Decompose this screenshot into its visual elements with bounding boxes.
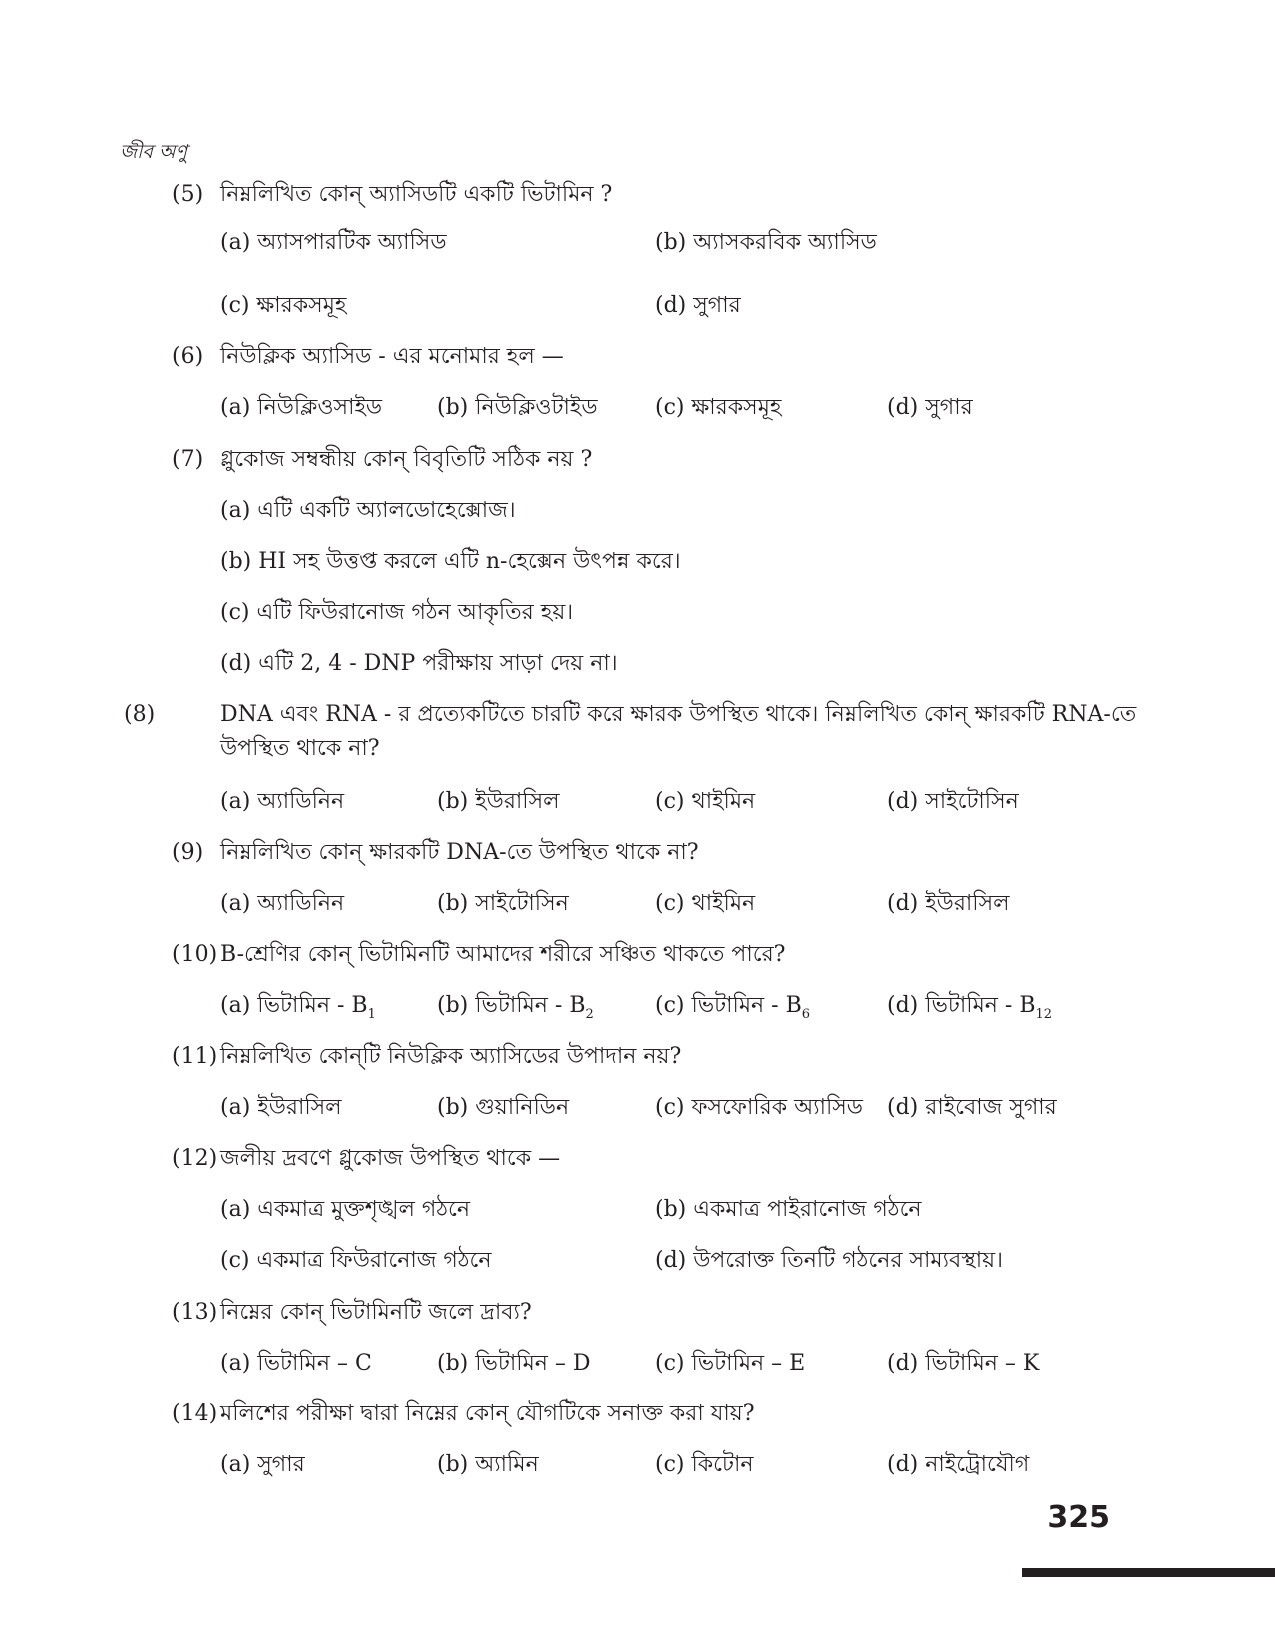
question-text: DNA এবং RNA - র প্রত্যেকটিতে চারটি করে ক্ষারক উপস্থিত থাকে। নিম্নলিখিত কোন্ ক্ষারকটি RNA-তে উপস্থিত থাকে না? — [220, 702, 1137, 761]
option-text: (c) ভিটামিন - B — [655, 993, 802, 1018]
option-a — [220, 991, 376, 1030]
subscript: 12 — [1035, 1007, 1053, 1022]
option-b: (b) অ্যামিন — [437, 1452, 539, 1477]
question-12 — [172, 1142, 1132, 1176]
footer-rule — [1022, 1568, 1275, 1577]
option-d: (d) নাইট্রোযৌগ — [887, 1452, 1030, 1477]
option-c: (c) ভিটামিন – E — [655, 1351, 806, 1376]
running-head: জীব অণু — [120, 141, 187, 163]
option-c: (c) ফসফোরিক অ্যাসিড — [655, 1095, 864, 1120]
question-text: নিম্নলিখিত কোন্ ক্ষারকটি DNA-তে উপস্থিত থাকে না? — [220, 840, 699, 865]
option-d: (d) সুগার — [887, 395, 973, 420]
option-b: (b) সাইটোসিন — [437, 891, 569, 916]
question-number: (13) — [172, 1300, 218, 1325]
option-a: (a) নিউক্লিওসাইড — [220, 395, 383, 420]
option-c: (c) ক্ষারকসমূহ — [655, 395, 782, 420]
option-d: (d) রাইবোজ সুগার — [887, 1095, 1057, 1120]
question-9 — [172, 836, 1132, 870]
question-text: গ্লুকোজ সম্বন্ধীয় কোন্ বিবৃতিটি সঠিক নয় ? — [220, 447, 593, 472]
option-text: (d) ভিটামিন - B — [887, 993, 1036, 1018]
question-6 — [172, 340, 1132, 374]
option-a: (a) অ্যাডিনিন — [220, 891, 345, 916]
question-text: নিম্নলিখিত কোন্‌টি নিউক্লিক অ্যাসিডের উপাদান নয়? — [220, 1044, 682, 1069]
question-text: নিউক্লিক অ্যাসিড - এর মনোমার হল — — [220, 344, 564, 369]
option-b: (b) একমাত্র পাইরানোজ গঠনে — [655, 1197, 922, 1222]
question-number: (11) — [172, 1044, 218, 1069]
option-d: (d) ভিটামিন – K — [887, 1351, 1040, 1376]
option-b — [437, 991, 594, 1030]
question-14 — [172, 1397, 1132, 1431]
option-a: (a) একমাত্র মুক্তশৃঙ্খল গঠনে — [220, 1197, 471, 1222]
option-a: (a) ইউরাসিল — [220, 1095, 342, 1120]
question-7 — [172, 443, 1132, 477]
option-c: (c) কিটোন — [655, 1452, 754, 1477]
question-text: নিম্নের কোন্ ভিটামিনটি জলে দ্রাব্য? — [220, 1300, 532, 1325]
page-number: 325 — [1047, 1500, 1110, 1535]
option-b: (b) ভিটামিন – D — [437, 1351, 591, 1376]
question-text: মলিশের পরীক্ষা দ্বারা নিম্নের কোন্ যৌগটিকে সনাক্ত করা যায়? — [220, 1401, 755, 1426]
subscript: 6 — [801, 1007, 811, 1022]
option-d: (d) সুগার — [655, 293, 741, 318]
question-number: (5) — [172, 182, 204, 207]
option-c: (c) ক্ষারকসমূহ — [220, 293, 347, 318]
option-d: (d) ইউরাসিল — [887, 891, 1010, 916]
question-8 — [124, 698, 1180, 766]
question-10 — [172, 938, 1132, 972]
option-a: (a) অ্যাডিনিন — [220, 789, 345, 814]
option-c: (c) এটি ফিউরানোজ গঠন আকৃতির হয়। — [220, 600, 574, 625]
option-b: (b) গুয়ানিডিন — [437, 1095, 570, 1120]
option-a: (a) এটি একটি অ্যালডোহেক্সোজ। — [220, 498, 516, 523]
option-a: (a) অ্যাসপারটিক অ্যাসিড — [220, 230, 447, 255]
subscript: 1 — [367, 1007, 376, 1022]
option-c — [655, 991, 810, 1030]
option-d — [887, 991, 1052, 1030]
option-b: (b) অ্যাসকরবিক অ্যাসিড — [655, 230, 877, 255]
option-c: (c) থাইমিন — [655, 789, 756, 814]
question-text: B-শ্রেণির কোন্ ভিটামিনটি আমাদের শরীরে সঞ্চিত থাকতে পারে? — [220, 942, 786, 967]
question-number: (14) — [172, 1401, 218, 1426]
question-text: নিম্নলিখিত কোন্ অ্যাসিডটি একটি ভিটামিন ? — [220, 182, 613, 207]
question-5 — [172, 178, 1132, 212]
option-text: (a) ভিটামিন - B — [220, 993, 368, 1018]
question-number: (10) — [172, 942, 218, 967]
question-text: জলীয় দ্রবণে গ্লুকোজ উপস্থিত থাকে — — [220, 1146, 561, 1171]
option-a: (a) সুগার — [220, 1452, 305, 1477]
question-number: (9) — [172, 840, 204, 865]
option-d: (d) সাইটোসিন — [887, 789, 1019, 814]
question-number: (8) — [124, 702, 156, 727]
question-number: (6) — [172, 344, 204, 369]
subscript: 2 — [585, 1007, 594, 1022]
option-b: (b) নিউক্লিওটাইড — [437, 395, 598, 420]
question-number: (7) — [172, 447, 204, 472]
option-b: (b) ইউরাসিল — [437, 789, 560, 814]
option-c: (c) একমাত্র ফিউরানোজ গঠনে — [220, 1248, 492, 1273]
option-b: (b) HI সহ উত্তপ্ত করলে এটি n-হেক্সেন উৎপন্ন করে। — [220, 549, 681, 574]
option-d: (d) উপরোক্ত তিনটি গঠনের সাম্যবস্থায়। — [655, 1248, 1003, 1273]
option-a: (a) ভিটামিন – C — [220, 1351, 372, 1376]
question-number: (12) — [172, 1146, 218, 1171]
option-d: (d) এটি 2, 4 - DNP পরীক্ষায় সাড়া দেয় না। — [220, 651, 618, 676]
option-text: (b) ভিটামিন - B — [437, 993, 586, 1018]
option-c: (c) থাইমিন — [655, 891, 756, 916]
question-13 — [172, 1296, 1132, 1330]
question-11 — [172, 1040, 1132, 1074]
